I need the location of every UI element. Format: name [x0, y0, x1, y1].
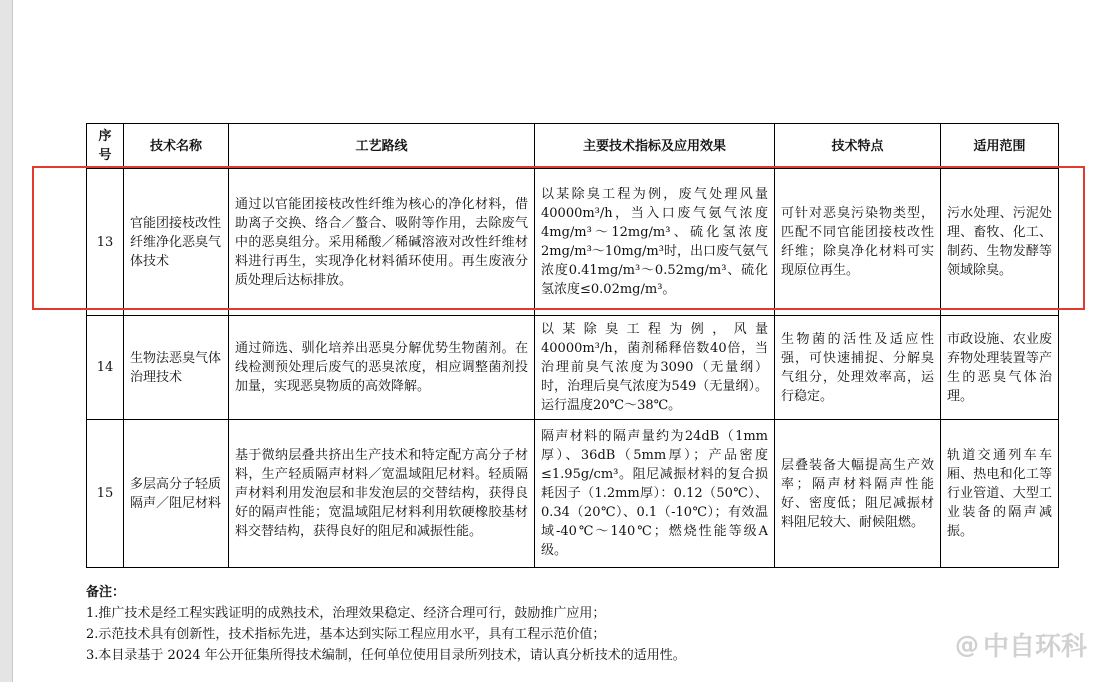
- at-icon: @: [954, 630, 979, 659]
- cell-no: 13: [87, 169, 124, 316]
- cell-process: 基于微纳层叠共挤出生产技术和特定配方高分子材料，生产轻质隔声材料／宽温域阻尼材料。轻质隔声材料利用发泡层和非发泡层的交替结构，获得良好的隔声性能；宽温域阻尼材料利用软硬橡胶基材料交替结构，获得良好的阻尼和减振性能。: [229, 420, 535, 568]
- cell-features: 生物菌的活性及适应性强，可快速捕捉、分解臭气组分，处理效率高，运行稳定。: [775, 316, 941, 420]
- cell-result: 以某除臭工程为例，废气处理风量40000m³/h，当入口废气氨气浓度4mg/m³～12mg/m³、硫化氢浓度2mg/m³～10mg/m³时，出口废气氨气浓度0.41mg/m³～0.52mg/m³、硫化氢浓度≤0.02mg/m³。: [535, 169, 775, 316]
- cell-scope: 市政设施、农业废弃物处理装置等产生的恶臭气体治理。: [941, 316, 1059, 420]
- header-scope: 适用范围: [941, 124, 1059, 169]
- cell-features: 层叠装备大幅提高生产效率；隔声材料隔声性能好、密度低；阻尼减振材料阻尼较大、耐候阻燃。: [775, 420, 941, 568]
- cell-scope: 污水处理、污泥处理、畜牧、化工、制药、生物发酵等领域除臭。: [941, 169, 1059, 316]
- watermark-text: 中自环科: [982, 632, 1087, 662]
- table-header-row: [87, 124, 1059, 169]
- table-row: [87, 169, 1059, 316]
- watermark: [955, 626, 1087, 663]
- note-item-3: 3.本目录基于 2024 年公开征集所得技术编制，任何单位使用目录所列技术，请认真分析技术的适用性。: [86, 648, 686, 663]
- cell-scope: 轨道交通列车车厢、热电和化工等行业管道、大型工业装备的隔声减振。: [941, 420, 1059, 568]
- page-left-margin: [0, 0, 12, 682]
- notes-title: 备注：: [86, 585, 126, 600]
- note-item-1: 1.推广技术是经工程实践证明的成熟技术，治理效果稳定、经济合理可行，鼓励推广应用；: [86, 606, 606, 621]
- cell-name: 多层高分子轻质隔声／阻尼材料: [124, 420, 229, 568]
- header-name: 技术名称: [124, 124, 229, 169]
- technology-table: [86, 123, 1059, 568]
- table-row: [87, 420, 1059, 568]
- cell-name: 生物法恶臭气体治理技术: [124, 316, 229, 420]
- page-edge-divider: [12, 0, 13, 682]
- cell-result: 隔声材料的隔声量约为24dB（1mm厚）、36dB（5mm厚）；产品密度≤1.95g/cm³。阻尼减振材料的复合损耗因子（1.2mm厚）：0.12（50℃）、0.34（20℃）、0.1（-10℃）；有效温域-40℃～140℃；燃烧性能等级A级。: [535, 420, 775, 568]
- cell-no: 15: [87, 420, 124, 568]
- cell-features: 可针对恶臭污染物类型，匹配不同官能团接枝改性纤维；除臭净化材料可实现原位再生。: [775, 169, 941, 316]
- table-row: [87, 316, 1059, 420]
- header-result: 主要技术指标及应用效果: [535, 124, 775, 169]
- cell-process: 通过以官能团接枝改性纤维为核心的净化材料，借助离子交换、络合／螯合、吸附等作用，去除废气中的恶臭组分。采用稀酸／稀碱溶液对改性纤维材料进行再生，实现净化材料循环使用。再生废液分质处理后达标排放。: [229, 169, 535, 316]
- cell-no: 14: [87, 316, 124, 420]
- cell-result: 以某除臭工程为例，风量40000m³/h，菌剂稀释倍数40倍，当治理前臭气浓度为3090（无量纲）时，治理后臭气浓度为549（无量纲）。运行温度20℃～38℃。: [535, 316, 775, 420]
- header-features: 技术特点: [775, 124, 941, 169]
- header-no: 序号: [87, 124, 124, 169]
- note-item-2: 2.示范技术具有创新性，技术指标先进，基本达到实际工程应用水平，具有工程示范价值；: [86, 627, 606, 642]
- cell-process: 通过筛选、驯化培养出恶臭分解优势生物菌剂。在线检测预处理后废气的恶臭浓度，相应调整菌剂投加量，实现恶臭物质的高效降解。: [229, 316, 535, 420]
- cell-name: 官能团接枝改性纤维净化恶臭气体技术: [124, 169, 229, 316]
- notes-section: [86, 582, 1046, 666]
- header-process: 工艺路线: [229, 124, 535, 169]
